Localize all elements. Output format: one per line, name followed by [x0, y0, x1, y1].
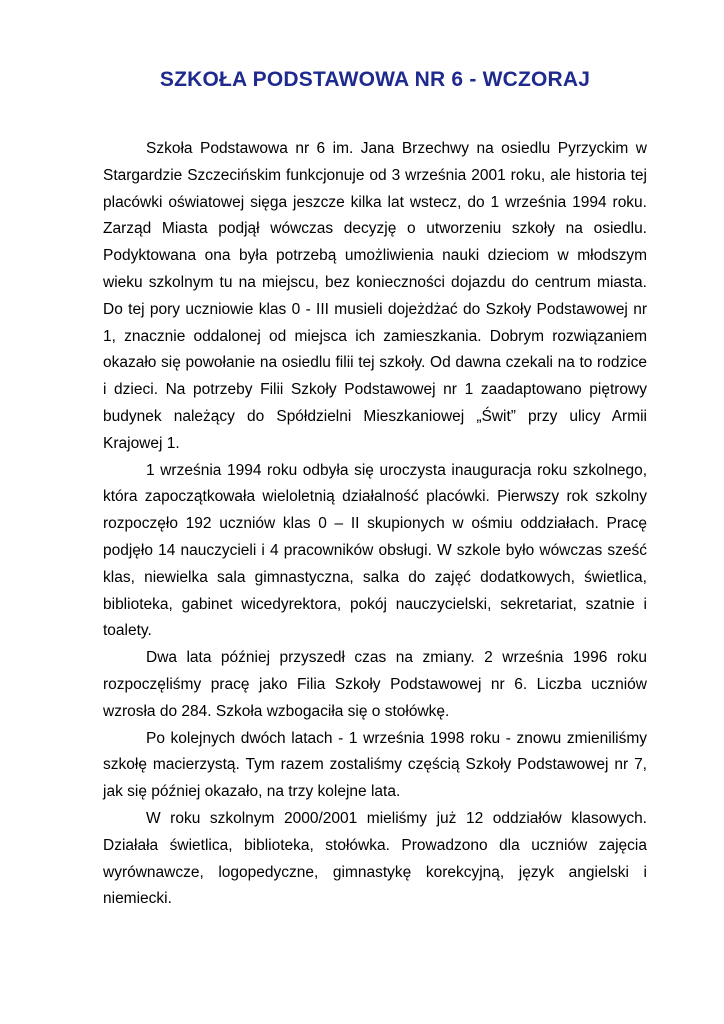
paragraph-changes-1996: Dwa lata później przyszedł czas na zmiany. 2 września 1996 roku rozpoczęliśmy pracę jako Filia Szkoły Podstawowej nr 6. Liczba uczniów wzrosła do 284. Szkoła wzbogaciła się o stołówkę. [103, 649, 647, 720]
paragraph-inauguration: 1 września 1994 roku odbyła się uroczysta inauguracja roku szkolnego, która zapoczątkowała wieloletnią działalność placówki. Pierwszy rok szkolny rozpoczęło 192 uczniów klas 0 – II skupionych w ośmiu oddziałach. Pracę podjęło 14 nauczycieli i 4 pracowników obsługi. W szkole było wówczas sześć klas, niewielka sala gimnastyczna, salka do zajęć dodatkowych, świetlica, biblioteka, gabinet wicedyrektora, pokój nauczycielski, sekretariat, szatnie i toalety. [103, 461, 647, 640]
document-page [103, 0, 647, 1024]
paragraph-school-year-2000: W roku szkolnym 2000/2001 mieliśmy już 12 oddziałów klasowych. Działała świetlica, biblioteka, stołówka. Prowadzono dla uczniów zajęcia wyrównawcze, logopedyczne, gimnastykę korekcyjną, język angielski i niemiecki. [103, 809, 647, 908]
document-body [103, 136, 647, 913]
paragraph-history-intro: Szkoła Podstawowa nr 6 im. Jana Brzechwy na osiedlu Pyrzyckim w Stargardzie Szczecińskim funkcjonuje od 3 września 2001 roku, ale historia tej placówki oświatowej sięga jeszcze kilka lat wstecz, do 1 września 1994 roku. Zarząd Miasta podjął wówczas decyzję o utworzeniu szkoły na osiedlu. Podyktowana ona była potrzebą umożliwienia nauki dzieciom w młodszym wieku szkolnym tu na miejscu, bez konieczności dojazdu do centrum miasta. Do tej pory uczniowie klas 0 - III musieli dojeżdżać do Szkoły Podstawowej nr 1, znacznie oddalonej od miejsca ich zamieszkania. Dobrym rozwiązaniem okazało się powołanie na osiedlu filii tej szkoły. Od dawna czekali na to rodzice i dzieci. Na potrzeby Filii Szkoły Podstawowej nr 1 zaadaptowano piętrowy budynek należący do Spółdzielni Mieszkaniowej „Świt” przy ulicy Armii Krajowej 1. [103, 140, 647, 452]
page-title: SZKOŁA PODSTAWOWA NR 6 - WCZORAJ [159, 68, 591, 91]
paragraph-changes-1998: Po kolejnych dwóch latach - 1 września 1998 roku - znowu zmieniliśmy szkołę macierzystą. Tym razem zostaliśmy częścią Szkoły Podstawowej nr 7, jak się później okazało, na trzy kolejne lata. [103, 729, 647, 801]
